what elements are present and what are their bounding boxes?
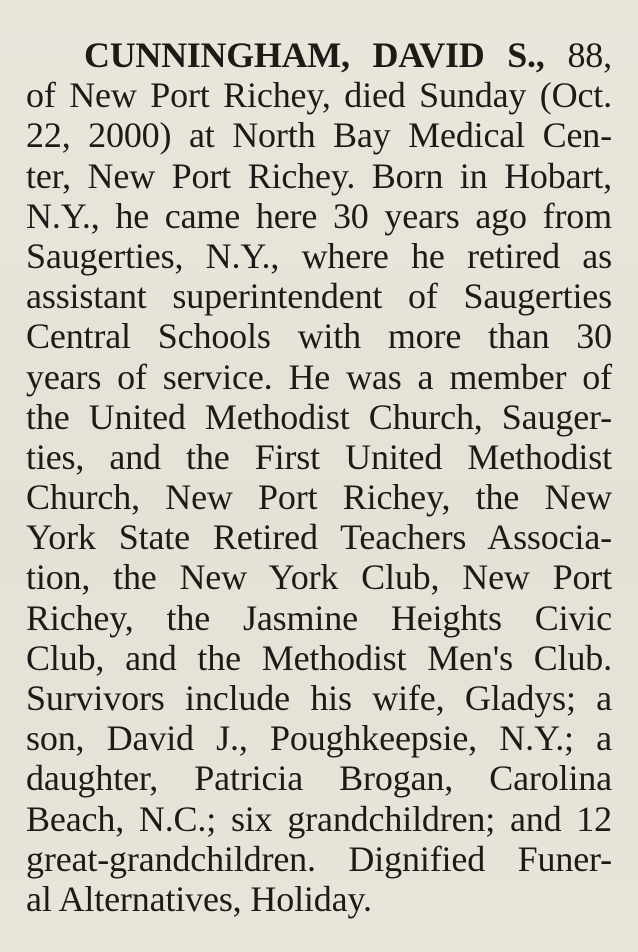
obituary-last-line: al Alternatives, Holiday. bbox=[26, 878, 372, 919]
obituary-age: 88, bbox=[544, 35, 612, 75]
obituary-line: 22, 2000) at North Bay Medical Cen- bbox=[26, 115, 612, 156]
obituary-line: son, David J., Poughkeepsie, N.Y.; a bbox=[26, 718, 612, 759]
obituary-line: Richey, the Jasmine Heights Civic bbox=[26, 597, 612, 638]
obituary-article bbox=[26, 35, 612, 919]
obituary-line: great-grandchildren. Dignified Funer- bbox=[26, 838, 612, 879]
obituary-line: N.Y., he came here 30 years ago from bbox=[26, 195, 612, 236]
obituary-line: Church, New Port Richey, the New bbox=[26, 477, 612, 518]
obituary-line: York State Retired Teachers Associa- bbox=[26, 517, 612, 558]
obituary-line: years of service. He was a member of bbox=[26, 356, 612, 397]
obituary-line: Saugerties, N.Y., where he retired as bbox=[26, 235, 612, 276]
obituary-line: Survivors include his wife, Gladys; a bbox=[26, 678, 612, 718]
obituary-line: daughter, Patricia Brogan, Carolina bbox=[26, 758, 612, 799]
obituary-line: Central Schools with more than 30 bbox=[26, 316, 612, 357]
obituary-line: Club, and the Methodist Men's Club. bbox=[26, 637, 612, 678]
obituary-line: of New Port Richey, died Sunday (Oct. bbox=[26, 75, 612, 116]
obituary-line: assistant superintendent of Saugerties bbox=[26, 276, 612, 317]
obituary-line: ter, New Port Richey. Born in Hobart, bbox=[26, 155, 612, 196]
obituary-name: CUNNINGHAM, DAVID S., bbox=[84, 35, 545, 75]
obituary-line: the United Methodist Church, Sauger- bbox=[26, 396, 612, 437]
obituary-line: tion, the New York Club, New Port bbox=[26, 557, 612, 598]
obituary-first-line bbox=[26, 35, 612, 75]
obituary-line: ties, and the First United Methodist bbox=[26, 436, 612, 477]
obituary-line: Beach, N.C.; six grandchildren; and 12 bbox=[26, 798, 612, 839]
